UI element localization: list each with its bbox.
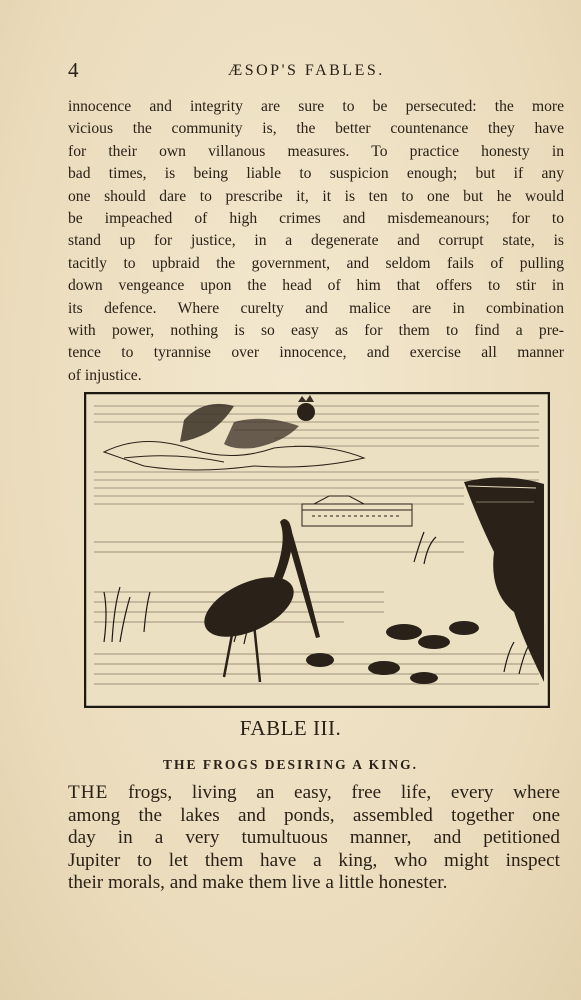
running-title: ÆSOP'S FABLES. <box>228 62 385 79</box>
text-line: its defence. Where curelty and malice are in combination <box>68 299 564 317</box>
fable-subtitle: THE FROGS DESIRING A KING. <box>163 757 418 772</box>
text-line: of injustice. <box>68 366 142 384</box>
page-header <box>68 58 531 82</box>
text-line: bad times, is being liable to suspicion enough; but if any <box>68 165 564 183</box>
text-line: with power, nothing is so easy as for them to find a pre- <box>68 322 564 340</box>
fable-paragraph <box>68 782 560 895</box>
text-line: be impeached of high crimes and misdemeanours; for to <box>68 210 564 228</box>
text-line: their morals, and make them live a little honester. <box>68 872 448 893</box>
lead-word: THE <box>68 782 109 803</box>
body-paragraph <box>68 96 564 387</box>
text-line: for their own villanous measures. To practice honesty in <box>68 142 564 160</box>
text-line: tacitly to upbraid the government, and seldom fails of pulling <box>68 254 564 272</box>
text-line: among the lakes and ponds, assembled together one <box>68 804 560 826</box>
text-line: vicious the community is, the better countenance they have <box>68 120 564 138</box>
first-line-rest: frogs, living an easy, free life, every where <box>108 782 560 803</box>
text-line: day in a very tumultuous manner, and petitioned <box>68 827 560 848</box>
page-number: 4 <box>68 58 79 82</box>
text-line: tence to tyrannise over innocence, and exercise all manner <box>68 344 564 362</box>
fable-title: FABLE III. <box>239 716 342 740</box>
text-line: innocence and integrity are sure to be persecuted: the more <box>68 98 564 115</box>
text-line: one should dare to prescribe it, it is ten to one but he would <box>68 187 564 205</box>
text-line: stand up for justice, in a degenerate and corrupt state, is <box>68 232 564 250</box>
woodcut-illustration <box>84 392 550 708</box>
text-line: Jupiter to let them have a king, who might inspect <box>68 849 560 871</box>
text-line: down vengeance upon the head of him that offers to stir in <box>68 277 564 295</box>
text-line <box>68 782 560 805</box>
